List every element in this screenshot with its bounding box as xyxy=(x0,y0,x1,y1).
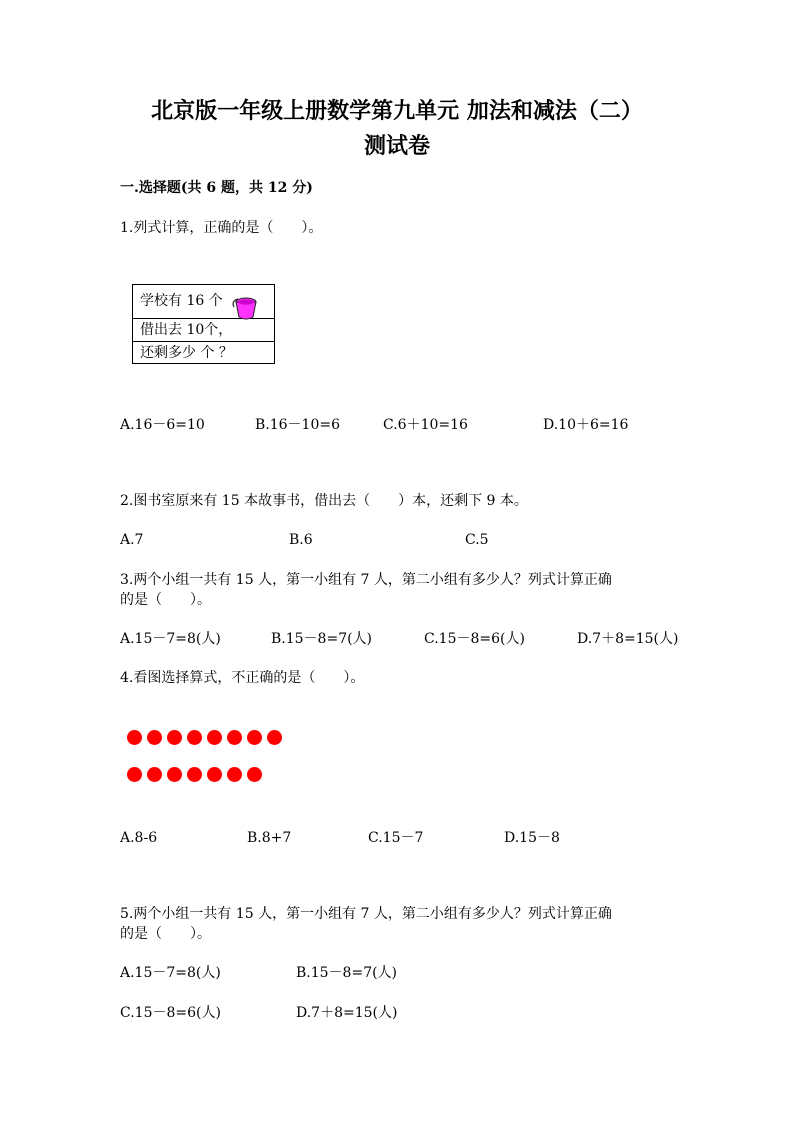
question-2-option-b[interactable]: B.6 xyxy=(289,532,313,548)
figure-line-2: 借出去 10个， xyxy=(133,320,274,342)
red-dot xyxy=(167,730,182,745)
red-dot xyxy=(127,730,142,745)
question-4-dots-row-2 xyxy=(127,767,267,783)
question-1-option-a[interactable]: A.16－6=10 xyxy=(120,417,205,433)
question-5-option-c[interactable]: C.15－8=6(人) xyxy=(120,1005,221,1021)
red-dot xyxy=(247,730,262,745)
red-dot xyxy=(207,730,222,745)
question-1-stem: 1.列式计算，正确的是（ ）。 xyxy=(120,220,323,236)
question-3-option-b[interactable]: B.15－8=7(人) xyxy=(271,631,373,647)
question-4-dots-row-1 xyxy=(127,730,287,746)
question-4-option-b[interactable]: B.8+7 xyxy=(247,830,292,846)
question-2-option-a[interactable]: A.7 xyxy=(120,532,144,548)
question-1-option-b[interactable]: B.16－10=6 xyxy=(255,417,341,433)
figure-line-1 xyxy=(133,291,274,319)
red-dot xyxy=(227,767,242,782)
question-1-option-c[interactable]: C.6＋10=16 xyxy=(383,417,468,433)
red-dot xyxy=(187,730,202,745)
page-title-line2: 测试卷 xyxy=(363,133,430,159)
question-5-option-b[interactable]: B.15－8=7(人) xyxy=(296,965,398,981)
question-5-option-a[interactable]: A.15－7=8(人) xyxy=(120,965,221,981)
question-1-figure xyxy=(132,284,275,364)
section-heading: 一.选择题(共 6 题，共 12 分) xyxy=(120,180,313,196)
red-dot xyxy=(147,730,162,745)
red-dot xyxy=(187,767,202,782)
question-3-stem-line2: 的是（ ）。 xyxy=(120,592,211,608)
page-title-line1: 北京版一年级上册数学第九单元 加法和减法（二） xyxy=(151,98,643,124)
red-dot xyxy=(247,767,262,782)
question-5-stem-line2: 的是（ ）。 xyxy=(120,926,211,942)
question-1-option-d[interactable]: D.10＋6=16 xyxy=(543,417,629,433)
red-dot xyxy=(207,767,222,782)
question-3-option-a[interactable]: A.15－7=8(人) xyxy=(120,631,221,647)
question-4-stem: 4.看图选择算式，不正确的是（ ）。 xyxy=(120,670,365,686)
question-4-option-a[interactable]: A.8-6 xyxy=(120,830,158,846)
question-5-stem-line1: 5.两个小组一共有 15 人，第一小组有 7 人，第二小组有多少人？列式计算正确 xyxy=(120,906,612,922)
question-2-option-c[interactable]: C.5 xyxy=(465,532,489,548)
red-dot xyxy=(167,767,182,782)
bucket-icon xyxy=(230,295,258,321)
figure-line-1-text: 学校有 16 个 xyxy=(140,293,223,309)
question-4-option-d[interactable]: D.15－8 xyxy=(504,830,560,846)
question-3-option-d[interactable]: D.7＋8=15(人) xyxy=(577,631,679,647)
question-5-option-d[interactable]: D.7＋8=15(人) xyxy=(296,1005,398,1021)
question-3-option-c[interactable]: C.15－8=6(人) xyxy=(424,631,525,647)
question-3-stem-line1: 3.两个小组一共有 15 人，第一小组有 7 人，第二小组有多少人？列式计算正确 xyxy=(120,572,612,588)
question-4-option-c[interactable]: C.15－7 xyxy=(368,830,424,846)
red-dot xyxy=(127,767,142,782)
figure-line-3: 还剩多少 个 ？ xyxy=(140,345,233,361)
question-2-stem: 2.图书室原来有 15 本故事书，借出去（ ）本，还剩下 9 本。 xyxy=(120,493,528,509)
red-dot xyxy=(147,767,162,782)
red-dot xyxy=(227,730,242,745)
red-dot xyxy=(267,730,282,745)
